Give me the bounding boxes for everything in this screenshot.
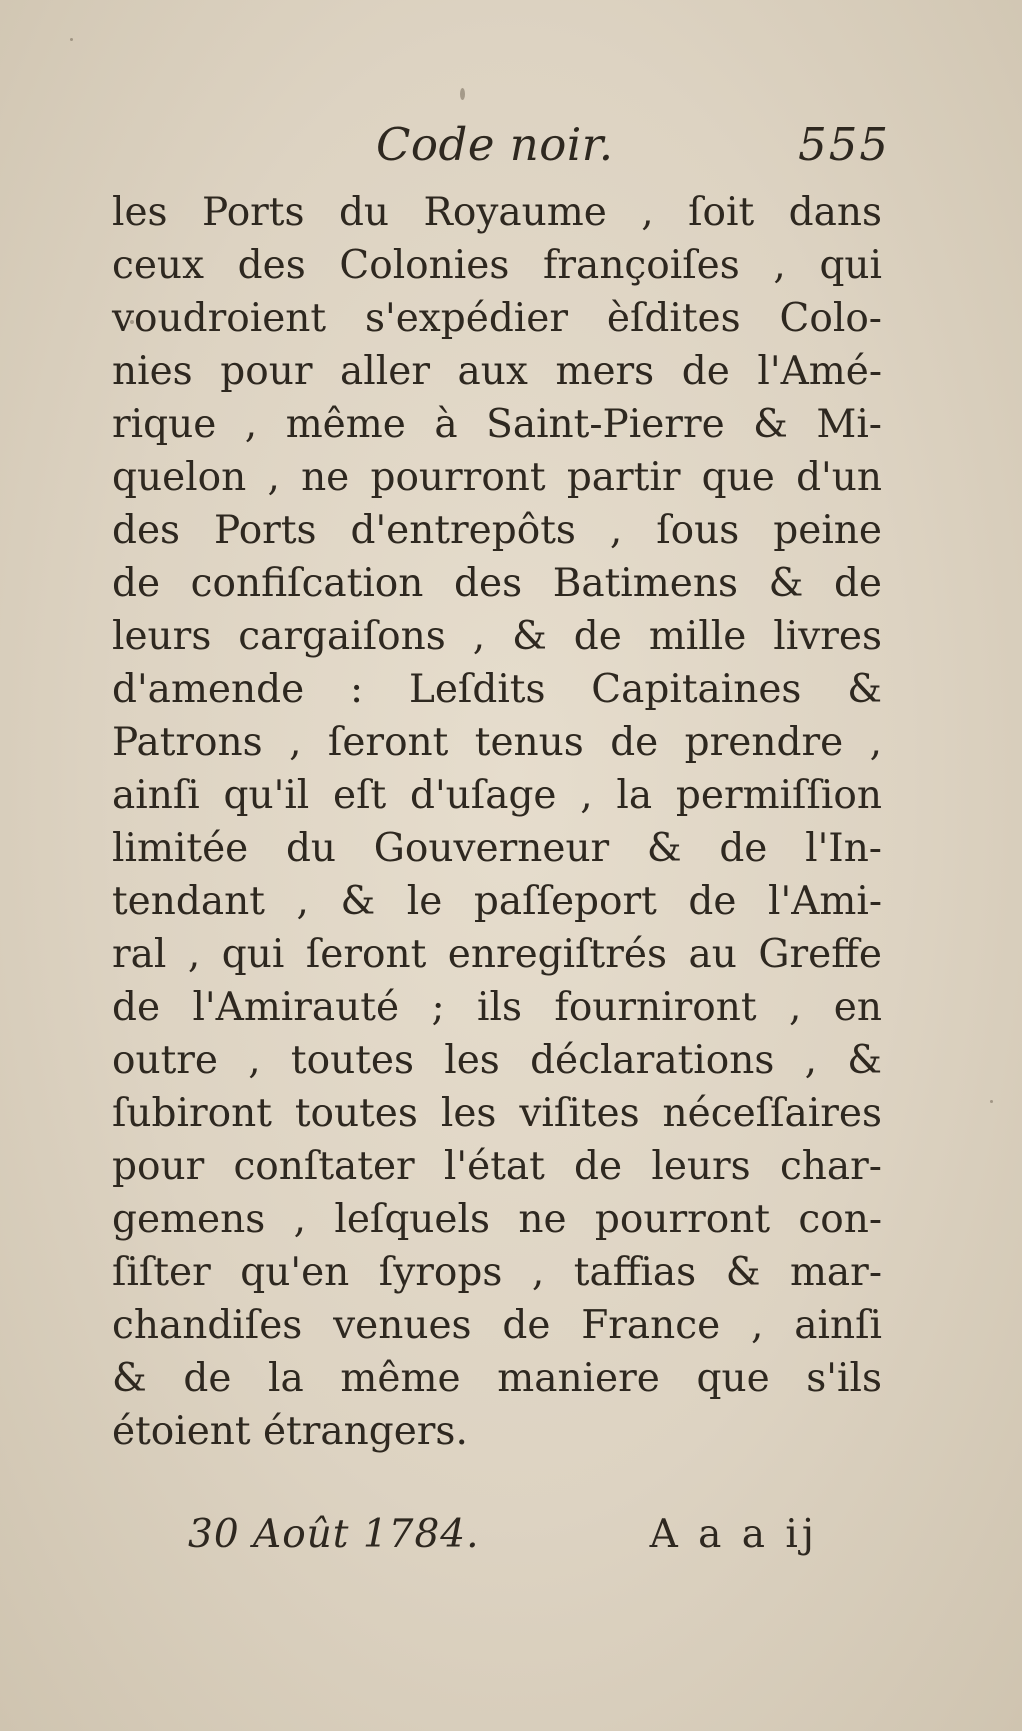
text-line: gemens , leſquels ne pourront con- xyxy=(112,1197,882,1242)
text-line: outre , toutes les déclarations , & xyxy=(112,1038,882,1083)
text-line: Patrons , ſeront tenus de prendre , xyxy=(112,720,882,765)
text-line: les Ports du Royaume , ſoit dans xyxy=(112,190,882,235)
text-line: des Ports d'entrepôts , ſous peine xyxy=(112,508,882,553)
footer-date: 30 Août 1784. xyxy=(188,1512,480,1557)
text-line: étoient étrangers. xyxy=(112,1409,468,1454)
text-line: & de la même maniere que s'ils xyxy=(112,1356,882,1401)
signature-mark: A a a ij xyxy=(649,1512,818,1557)
text-line: leurs cargaiſons , & de mille livres xyxy=(112,614,882,659)
text-line: ceux des Colonies françoiſes , qui xyxy=(112,243,882,288)
text-line: ral , qui ſeront enregiſtrés au Greffe xyxy=(112,932,882,977)
text-line: pour conſtater l'état de leurs char- xyxy=(112,1144,882,1189)
text-line: quelon , ne pourront partir que d'un xyxy=(112,455,882,500)
text-line: ainſi qu'il eſt d'uſage , la permiſſion xyxy=(112,773,882,818)
text-line: voudroient s'expédier èſdites Colo- xyxy=(112,296,882,341)
text-line: tendant , & le paſſeport de l'Ami- xyxy=(112,879,882,924)
ink-speck xyxy=(990,1100,993,1103)
text-line: ſubiront toutes les viſites néceſſaires xyxy=(112,1091,882,1136)
text-line: chandiſes venues de France , ainſi xyxy=(112,1303,882,1348)
text-line: limitée du Gouverneur & de l'In- xyxy=(112,826,882,871)
text-line: d'amende : Leſdits Capitaines & xyxy=(112,667,882,712)
running-title: Code noir. xyxy=(376,118,614,171)
text-line: de confiſcation des Batimens & de xyxy=(112,561,882,606)
text-line: nies pour aller aux mers de l'Amé- xyxy=(112,349,882,394)
page-footer xyxy=(188,1512,818,1572)
text-line: ſiſter qu'en ſyrops , taffias & mar- xyxy=(112,1250,882,1295)
page-header xyxy=(120,118,890,188)
ink-speck xyxy=(70,38,73,41)
ink-speck xyxy=(460,88,465,100)
text-line: de l'Amirauté ; ils fourniront , en xyxy=(112,985,882,1030)
body-text xyxy=(112,186,882,1458)
text-line: rique , même à Saint-Pierre & Mi- xyxy=(112,402,882,447)
page-number: 555 xyxy=(798,118,890,171)
